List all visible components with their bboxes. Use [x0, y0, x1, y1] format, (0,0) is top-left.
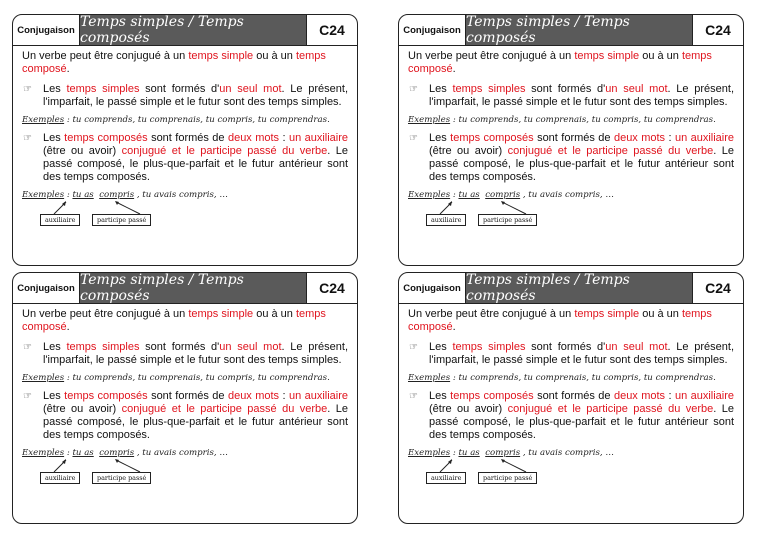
- lesson-card: [398, 14, 744, 266]
- compound-tenses-rule: [409, 132, 734, 184]
- intro-text: Un verbe peut être conjugué à un temps simple ou à un temps composé.: [408, 50, 712, 75]
- card-header: [399, 15, 743, 46]
- examples-simple: Exemples : tu comprends, tu comprenais, tu compris, tu comprendras.: [22, 115, 330, 125]
- subject-label: Conjugaison: [399, 15, 466, 45]
- participe-passe-box: participe passé: [92, 472, 151, 484]
- card-code: C24: [692, 15, 743, 45]
- auxiliaire-box: auxiliaire: [426, 214, 466, 226]
- participe-passe-box: participe passé: [92, 214, 151, 226]
- intro-text: Un verbe peut être conjugué à un temps simple ou à un temps composé.: [22, 50, 326, 75]
- rule-text: Les temps composés sont formés de deux mots : un auxiliaire (être ou avoir) conjugué et le participe passé du verbe. Le passé composé, le plus-que-parfait et le futur antérieur sont des temps composés.: [43, 390, 349, 441]
- annotation-area: [408, 458, 743, 488]
- examples-compound: Exemples : tu as compris , tu avais compris, …: [408, 448, 614, 458]
- pointing-hand-icon: ☞: [23, 133, 32, 144]
- lesson-card: [12, 14, 358, 266]
- participe-passe-box: participe passé: [478, 214, 537, 226]
- pointing-hand-icon: ☞: [23, 84, 32, 95]
- lesson-card: [12, 272, 358, 524]
- card-code: C24: [692, 273, 743, 303]
- examples-compound: Exemples : tu as compris , tu avais compris, …: [22, 190, 228, 200]
- compound-tenses-rule: [409, 390, 734, 442]
- card-title: Temps simples / Temps composés: [466, 273, 692, 303]
- simple-tenses-rule: [23, 341, 348, 367]
- pointing-hand-icon: ☞: [409, 84, 418, 95]
- subject-label: Conjugaison: [399, 273, 466, 303]
- annotation-area: [22, 200, 357, 230]
- card-code: C24: [306, 273, 357, 303]
- subject-label: Conjugaison: [13, 15, 80, 45]
- examples-compound: Exemples : tu as compris , tu avais compris, …: [408, 190, 614, 200]
- rule-text: Les temps composés sont formés de deux mots : un auxiliaire (être ou avoir) conjugué et le participe passé du verbe. Le passé composé, le plus-que-parfait et le futur antérieur sont des temps composés.: [43, 132, 349, 183]
- rule-text: Les temps simples sont formés d'un seul mot. Le présent, l'imparfait, le passé simple et le futur sont des temps simples.: [429, 341, 735, 366]
- subject-label: Conjugaison: [13, 273, 80, 303]
- pointing-hand-icon: ☞: [409, 133, 418, 144]
- card-header: [13, 273, 357, 304]
- auxiliaire-box: auxiliaire: [426, 472, 466, 484]
- annotation-area: [408, 200, 743, 230]
- participe-passe-box: participe passé: [478, 472, 537, 484]
- simple-tenses-rule: [409, 83, 734, 109]
- card-title: Temps simples / Temps composés: [80, 273, 306, 303]
- rule-text: Les temps simples sont formés d'un seul mot. Le présent, l'imparfait, le passé simple et le futur sont des temps simples.: [429, 83, 735, 108]
- rule-text: Les temps composés sont formés de deux mots : un auxiliaire (être ou avoir) conjugué et le participe passé du verbe. Le passé composé, le plus-que-parfait et le futur antérieur sont des temps composés.: [429, 390, 735, 441]
- card-header: [399, 273, 743, 304]
- card-title: Temps simples / Temps composés: [466, 15, 692, 45]
- auxiliaire-box: auxiliaire: [40, 472, 80, 484]
- simple-tenses-rule: [409, 341, 734, 367]
- rule-text: Les temps simples sont formés d'un seul mot. Le présent, l'imparfait, le passé simple et le futur sont des temps simples.: [43, 341, 349, 366]
- compound-tenses-rule: [23, 390, 348, 442]
- intro-text: Un verbe peut être conjugué à un temps simple ou à un temps composé.: [408, 308, 712, 333]
- lesson-card: [398, 272, 744, 524]
- intro-text: Un verbe peut être conjugué à un temps simple ou à un temps composé.: [22, 308, 326, 333]
- examples-simple: Exemples : tu comprends, tu comprenais, tu compris, tu comprendras.: [408, 115, 716, 125]
- card-title: Temps simples / Temps composés: [80, 15, 306, 45]
- pointing-hand-icon: ☞: [409, 342, 418, 353]
- rule-text: Les temps simples sont formés d'un seul mot. Le présent, l'imparfait, le passé simple et le futur sont des temps simples.: [43, 83, 349, 108]
- pointing-hand-icon: ☞: [23, 391, 32, 402]
- examples-simple: Exemples : tu comprends, tu comprenais, tu compris, tu comprendras.: [22, 373, 330, 383]
- examples-compound: Exemples : tu as compris , tu avais compris, …: [22, 448, 228, 458]
- pointing-hand-icon: ☞: [23, 342, 32, 353]
- auxiliaire-box: auxiliaire: [40, 214, 80, 226]
- pointing-hand-icon: ☞: [409, 391, 418, 402]
- compound-tenses-rule: [23, 132, 348, 184]
- card-header: [13, 15, 357, 46]
- rule-text: Les temps composés sont formés de deux mots : un auxiliaire (être ou avoir) conjugué et le participe passé du verbe. Le passé composé, le plus-que-parfait et le futur antérieur sont des temps composés.: [429, 132, 735, 183]
- annotation-area: [22, 458, 357, 488]
- examples-simple: Exemples : tu comprends, tu comprenais, tu compris, tu comprendras.: [408, 373, 716, 383]
- card-code: C24: [306, 15, 357, 45]
- simple-tenses-rule: [23, 83, 348, 109]
